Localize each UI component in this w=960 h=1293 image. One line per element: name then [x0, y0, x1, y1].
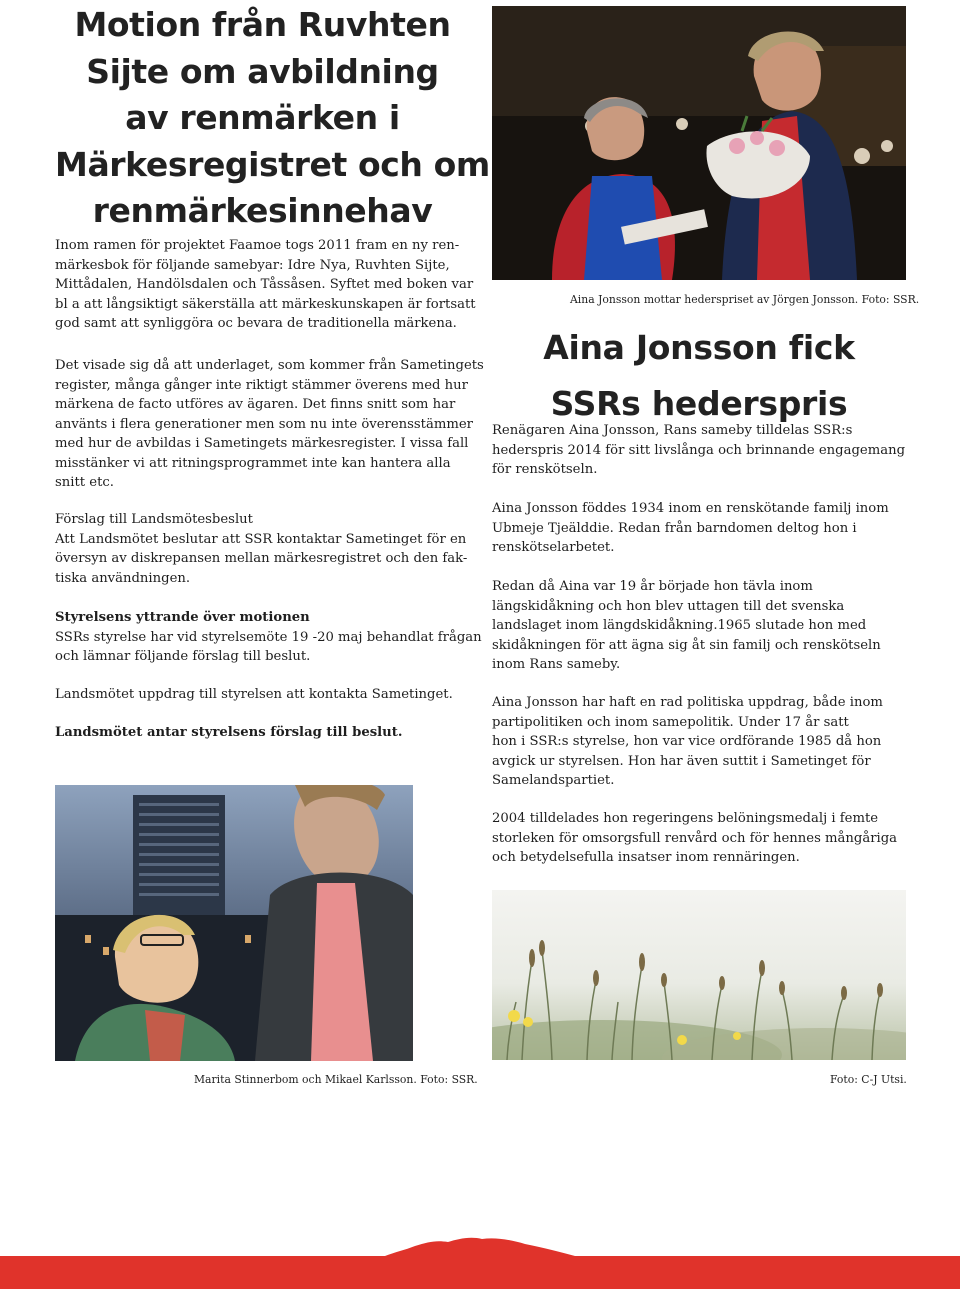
left-paragraph-assignment	[55, 685, 470, 705]
text-line: och lämnar följande förslag till beslut.	[55, 649, 311, 664]
right-photo-caption: Aina Jonsson mottar hederspriset av Jörgen Jonsson. Foto: SSR.	[570, 293, 920, 306]
right-paragraph-skiing	[492, 577, 906, 675]
text-line: märkesbok för följande samebyar: Idre Nya, Ruvhten Sijte,	[55, 257, 450, 273]
text-line: längskidåkning och hon blev uttagen till det svenska	[492, 598, 845, 614]
text-line: Aina Jonsson har haft en rad politiska uppdrag, både inom	[492, 695, 883, 710]
text-line: Samelandspartiet.	[492, 773, 615, 788]
title-line: av renmärken i	[125, 98, 400, 137]
text-line: misstänker vi att ritningsprogrammet inte kan hantera alla	[55, 455, 451, 471]
text-line: god samt att synliggöra oc bevara de traditionella märkena.	[55, 316, 457, 331]
right-paragraph-birth	[492, 499, 906, 558]
text-line: avgick ur styrelsen. Hon har även suttit i Sametinget för	[492, 753, 871, 769]
text-line: och betydelsefulla insatser inom rennäringen.	[492, 850, 800, 865]
photo-meadow	[492, 890, 906, 1060]
text-line: Renägaren Aina Jonsson, Rans sameby tilldelas SSR:s	[492, 423, 853, 438]
text-line: märkena de facto utföres av ägaren. Det finns snitt som har	[55, 397, 456, 412]
title-line: Märkesregistret och om	[55, 144, 490, 184]
right-paragraph-medal	[492, 809, 906, 868]
text-line: översyn av diskrepansen mellan märkesregistret och den fak-	[55, 551, 468, 566]
text-line: Ubmeje Tjeälddie. Redan från barndomen deltog hon i	[492, 520, 857, 536]
title-line: Aina Jonsson fick	[543, 328, 855, 367]
text-line: Inom ramen för projektet Faamoe togs 2011 fram en ny ren-	[55, 238, 460, 253]
text-line: 2004 tilldelades hon regeringens belöningsmedalj i femte	[492, 811, 879, 826]
photo-marita-mikael	[55, 785, 413, 1061]
text-line: register, många gånger inte riktigt stämmer överens med hur	[55, 377, 468, 393]
text-line: Det visade sig då att underlaget, som kommer från Sametingets	[55, 358, 484, 373]
text-line: tiska användningen.	[55, 570, 191, 586]
text-line: landslaget inom längdskidåkning.1965 slutade hon med	[492, 618, 867, 633]
photo-illustration	[492, 6, 906, 280]
text-line: SSRs styrelse har vid styrelsemöte 19 -20 maj behandlat frågan	[55, 629, 482, 645]
photo-award-ceremony	[492, 6, 906, 280]
text-line: storleken för omsorgsfull renvård och för hennes mångåriga	[492, 830, 898, 846]
decision-text: Landsmötet antar styrelsens förslag till beslut.	[55, 725, 403, 740]
text-line: bl a att långsiktigt säkerställa att märkeskunskapen är fortsatt	[55, 296, 476, 312]
right-paragraph-politics	[492, 693, 906, 791]
text-line: renskötselarbetet.	[492, 540, 615, 555]
text-line: hon i SSR:s styrelse, hon var vice ordförande 1985 då hon	[492, 734, 882, 749]
title-line: SSRs hederspris	[550, 384, 848, 423]
mountain-silhouette-icon	[0, 1234, 960, 1289]
meadow-photo-caption: Foto: C-J Utsi.	[830, 1073, 907, 1086]
right-article-title	[492, 320, 906, 432]
left-paragraph-decision	[55, 723, 470, 743]
text-line: för renskötseln.	[492, 462, 598, 477]
text-line: med hur de avbildas i Sametingets märkesregister. I vissa fall	[55, 436, 469, 451]
text-line: Att Landsmötet beslutar att SSR kontaktar Sametinget för en	[55, 531, 467, 547]
text-line: Aina Jonsson föddes 1934 inom en renskötande familj inom	[492, 501, 889, 516]
title-line: renmärkesinnehav	[92, 191, 433, 230]
title-line: Motion från Ruvhten	[74, 5, 451, 44]
photo-illustration	[492, 890, 906, 1060]
text-line: hederspris 2014 för sitt livslånga och brinnande engagemang	[492, 442, 906, 458]
text-line: skidåkningen för att ägna sig åt sin familj och renskötseln	[492, 637, 881, 653]
footer-band	[0, 1234, 960, 1289]
text-line: använts i flera generationer men som nu inte överensstämmer	[55, 416, 473, 432]
text-line: inom Rans sameby.	[492, 657, 621, 672]
left-paragraph-register	[55, 356, 484, 493]
left-article-title	[55, 2, 490, 235]
text-line: snitt etc.	[55, 475, 114, 490]
left-paragraph-intro	[55, 236, 476, 334]
photo-illustration	[55, 785, 413, 1061]
left-paragraph-board-statement	[55, 608, 482, 667]
left-photo-caption: Marita Stinnerbom och Mikael Karlsson. Foto: SSR.	[194, 1073, 478, 1086]
text-line: Förslag till Landsmötesbeslut	[55, 512, 253, 527]
left-paragraph-proposal	[55, 510, 470, 588]
text-line: Redan då Aina var 19 år började hon tävla inom	[492, 579, 813, 594]
right-paragraph-award	[492, 421, 906, 480]
title-line: Sijte om avbildning	[86, 51, 439, 91]
text-line: Mittådalen, Handölsdalen och Tåssåsen. Syftet med boken var	[55, 277, 474, 292]
text-line: partipolitiken och inom samepolitik. Under 17 år satt	[492, 714, 849, 730]
text-line: Landsmötet uppdrag till styrelsen att kontakta Sametinget.	[55, 687, 453, 702]
section-heading: Styrelsens yttrande över motionen	[55, 610, 310, 625]
